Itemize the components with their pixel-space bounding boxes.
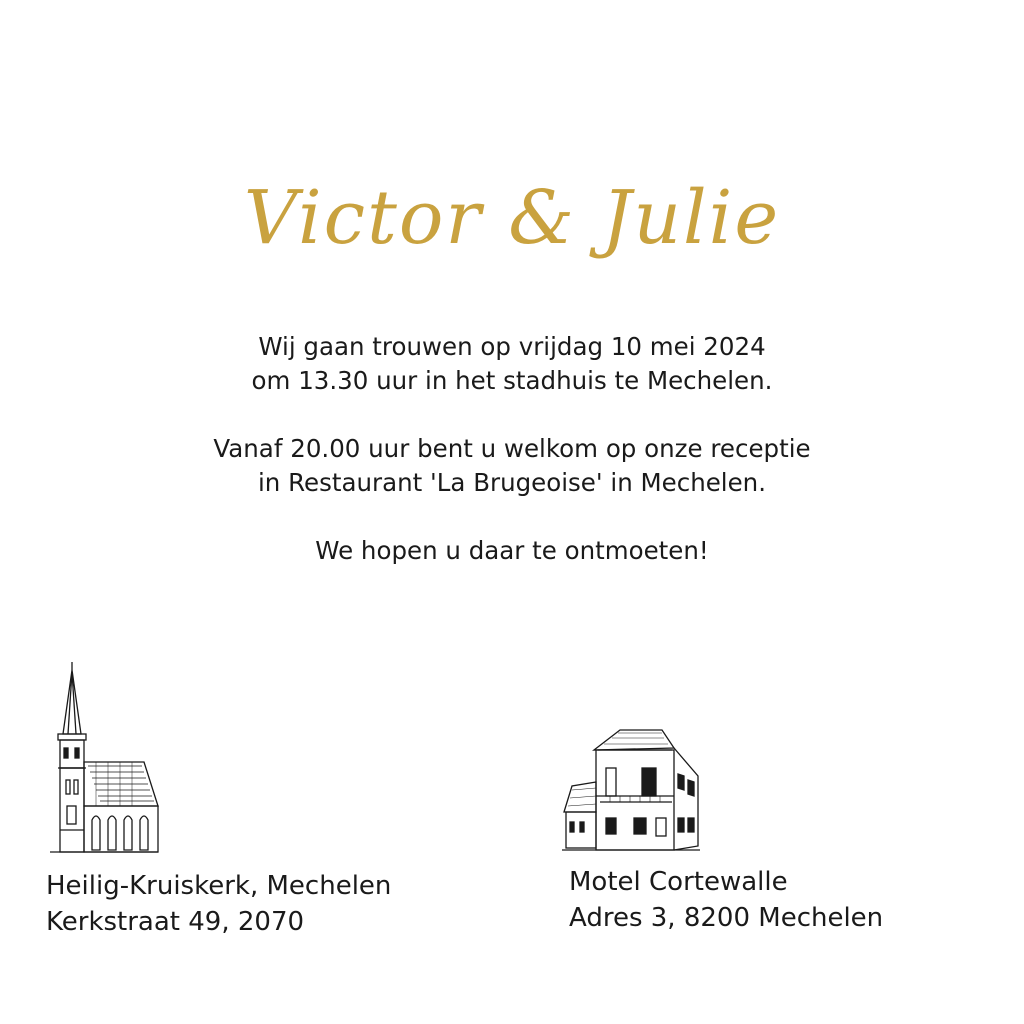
building-illustration — [560, 726, 704, 852]
message-line: We hopen u daar te ontmoeten! — [315, 536, 709, 565]
spacer — [0, 398, 1024, 432]
venue-name: Heilig-Kruiskerk, Mechelen — [46, 871, 392, 901]
venue-address: Kerkstraat 49, 2070 — [46, 907, 305, 937]
message-line: in Restaurant 'La Brugeoise' in Mechelen. — [257, 468, 767, 497]
venue-name: Motel Cortewalle — [569, 867, 788, 897]
message-line: Wij gaan trouwen op vrijdag 10 mei 2024 — [258, 332, 766, 361]
message-line: om 13.30 uur in het stadhuis te Mechelen. — [251, 366, 773, 395]
venue-address: Adres 3, 8200 Mechelen — [569, 903, 884, 933]
hotel-venue — [569, 864, 883, 936]
church-venue — [46, 868, 391, 940]
couple-names: Victor & Julie — [243, 175, 781, 261]
message-line: Vanaf 20.00 uur bent u welkom op onze receptie — [213, 434, 811, 463]
invitation-message — [0, 330, 1024, 568]
church-illustration — [46, 660, 160, 856]
spacer — [0, 500, 1024, 534]
